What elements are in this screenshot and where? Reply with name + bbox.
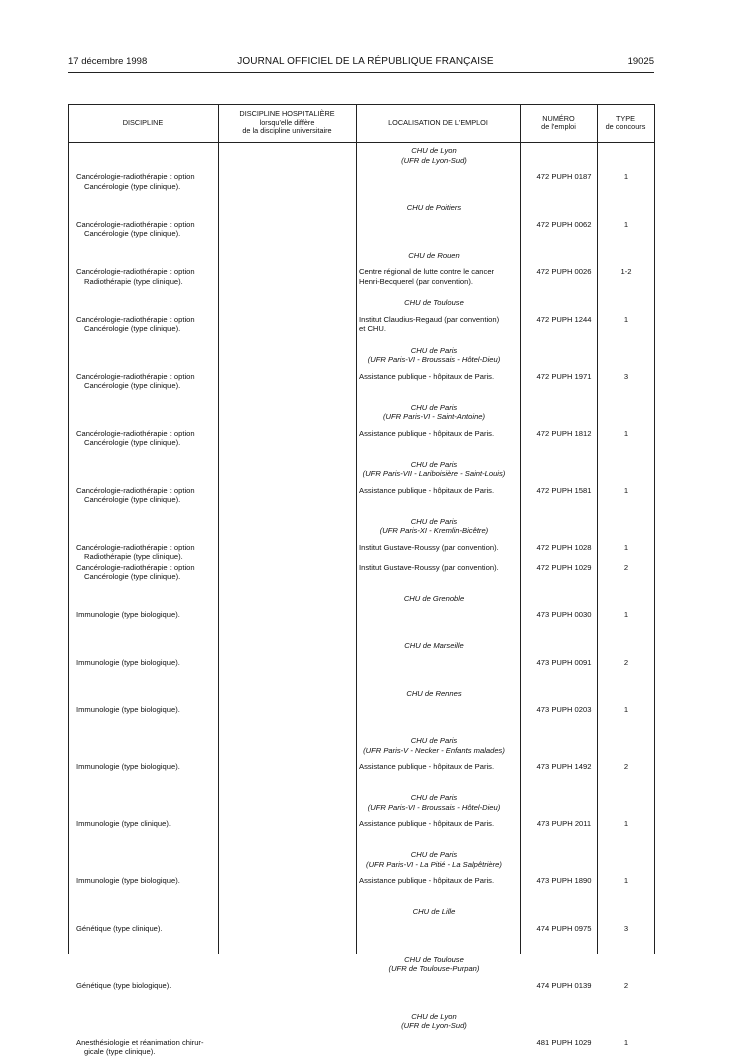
location-heading: CHU de Paris (UFR Paris-VI - Broussais - Hôtel-Dieu) (367, 345, 501, 364)
position-number-cell: 474 PUPH 0139 (536, 980, 592, 990)
discipline-text-continued: Cancérologie (type clinique). (84, 324, 181, 333)
position-number-cell: 481 PUPH 1029 (536, 1037, 592, 1047)
table-row (68, 251, 654, 292)
discipline-text: Cancérologie-radiothérapie : option (76, 267, 195, 276)
discipline-text: Immunologie (type clinique). (76, 819, 171, 828)
table-row (68, 517, 654, 567)
discipline-cell (76, 486, 216, 505)
column-header-type: TYPE de concours (605, 113, 646, 131)
competition-type-cell: 2 (623, 762, 629, 771)
location-heading: CHU de Grenoble (403, 593, 465, 603)
discipline-cell (76, 924, 216, 934)
location-cell: Assistance publique - hôpitaux de Paris. (359, 485, 495, 495)
position-number-cell: 473 PUPH 1890 (536, 876, 592, 885)
table-row (68, 850, 654, 900)
location-heading: CHU de Toulouse (404, 298, 464, 307)
location-heading: CHU de Paris (UFR Paris-VII - Lariboisière - Saint-Louis) (362, 459, 506, 478)
table-row (68, 955, 654, 1005)
table-row (68, 298, 654, 339)
discipline-cell (76, 819, 216, 829)
discipline-text: Cancérologie-radiothérapie : option (76, 371, 195, 381)
discipline-text-continued: Cancérologie (type clinique). (84, 381, 181, 390)
table-row (68, 736, 654, 786)
discipline-cell (76, 876, 216, 886)
discipline-text-continued: gicale (type clinique). (84, 1047, 156, 1056)
discipline-cell (76, 372, 216, 391)
discipline-text-continued: Radiothérapie (type clinique). (84, 552, 183, 561)
location-cell: Institut Claudius-Regaud (par convention) et CHU. (359, 314, 500, 333)
table-row (68, 594, 654, 635)
location-cell: Centre régional de lutte contre le cancer Henri-Becquerel (par convention). (359, 267, 495, 286)
position-number-cell: 472 PUPH 1028 (536, 542, 592, 552)
discipline-text: Cancérologie-radiothérapie : option (76, 562, 195, 572)
header-title: JOURNAL OFFICIEL DE LA RÉPUBLIQUE FRANÇAISE (237, 56, 494, 67)
competition-type-cell: 1 (623, 219, 629, 229)
discipline-cell (76, 705, 216, 715)
discipline-cell (76, 1038, 216, 1057)
position-number-cell: 473 PUPH 0030 (536, 610, 592, 619)
table-row (68, 203, 654, 244)
location-heading: CHU de Lyon (UFR de Lyon-Sud) (401, 146, 467, 165)
location-heading: CHU de Rennes (406, 688, 462, 698)
competition-type-cell: 1 (623, 314, 629, 324)
position-number-cell: 472 PUPH 0187 (536, 172, 592, 181)
table-row (68, 641, 654, 682)
discipline-cell (76, 563, 216, 582)
position-number-cell: 473 PUPH 0203 (536, 705, 592, 714)
location-heading: CHU de Paris (UFR Paris-VI - La Pitié - La Salpêtrière) (366, 850, 502, 869)
discipline-text-continued: Cancérologie (type clinique). (84, 495, 181, 504)
location-heading: CHU de Paris (UFR Paris-V - Necker - Enfants malades) (363, 736, 505, 755)
page-number: 19025 (627, 56, 654, 67)
header-date: 17 décembre 1998 (68, 56, 148, 67)
table-row (68, 793, 654, 843)
competition-type-cell: 1 (623, 542, 629, 552)
competition-type-cell: 1 (623, 1037, 629, 1047)
discipline-text: Génétique (type clinique). (76, 923, 163, 933)
location-heading: CHU de Toulouse (UFR de Toulouse-Purpan) (388, 954, 480, 973)
table-body (68, 146, 654, 1062)
competition-type-cell: 1 (623, 705, 629, 714)
discipline-text: Cancérologie-radiothérapie : option (76, 428, 195, 438)
discipline-text: Cancérologie-radiothérapie : option (76, 485, 195, 495)
location-heading: CHU de Paris (UFR Paris-XI - Kremlin-Bicêtre) (379, 516, 489, 535)
location-heading: CHU de Marseille (404, 641, 464, 650)
location-heading: CHU de Lille (412, 907, 456, 916)
location-cell: Assistance publique - hôpitaux de Paris. (359, 428, 495, 438)
discipline-cell (76, 172, 216, 191)
column-header-discipline: DISCIPLINE (122, 117, 164, 127)
discipline-text-continued: Radiothérapie (type clinique). (84, 276, 183, 286)
competition-type-cell: 1 (623, 610, 629, 619)
discipline-cell (76, 762, 216, 772)
table-row (68, 563, 654, 587)
competition-type-cell: 3 (623, 923, 629, 933)
table-row (68, 146, 654, 196)
location-cell: Assistance publique - hôpitaux de Paris. (359, 819, 495, 828)
discipline-text: Immunologie (type biologique). (76, 705, 180, 714)
table-row (68, 403, 654, 453)
competition-type-cell: 3 (623, 371, 629, 381)
position-number-cell: 472 PUPH 1971 (536, 371, 592, 381)
competition-type-cell: 2 (623, 980, 629, 990)
position-number-cell: 472 PUPH 1812 (536, 428, 592, 438)
discipline-cell (76, 267, 216, 286)
discipline-text: Immunologie (type biologique). (76, 876, 180, 885)
position-number-cell: 472 PUPH 0026 (536, 267, 592, 276)
discipline-cell (76, 315, 216, 334)
discipline-text: Immunologie (type biologique). (76, 762, 180, 771)
location-cell: Assistance publique - hôpitaux de Paris. (359, 876, 495, 885)
column-header-location: LOCALISATION DE L'EMPLOI (388, 117, 488, 127)
competition-type-cell: 1 (623, 819, 629, 828)
location-heading: CHU de Rouen (408, 250, 460, 260)
table-row (68, 907, 654, 948)
discipline-text-continued: Cancérologie (type clinique). (84, 229, 181, 238)
competition-type-cell: 1 (623, 485, 629, 495)
competition-type-cell: 1-2 (620, 267, 632, 276)
discipline-cell (76, 610, 216, 620)
discipline-text: Cancérologie-radiothérapie : option (76, 542, 195, 552)
table-row (68, 689, 654, 730)
competition-type-cell: 2 (623, 657, 629, 667)
location-heading: CHU de Lyon (UFR de Lyon-Sud) (401, 1011, 467, 1030)
position-number-cell: 473 PUPH 1492 (536, 762, 592, 771)
discipline-cell (76, 981, 216, 991)
discipline-text: Cancérologie-radiothérapie : option (76, 172, 195, 181)
table-row (68, 346, 654, 396)
competition-type-cell: 2 (623, 562, 629, 572)
discipline-text: Immunologie (type biologique). (76, 610, 180, 619)
discipline-cell (76, 658, 216, 668)
header-rule (68, 72, 654, 73)
discipline-text: Anesthésiologie et réanimation chirur- (76, 1037, 204, 1047)
discipline-cell (76, 543, 216, 562)
table-header-border (68, 142, 654, 143)
competition-type-cell: 1 (623, 876, 629, 885)
position-number-cell: 473 PUPH 2011 (536, 819, 592, 828)
position-number-cell: 472 PUPH 0062 (536, 219, 592, 229)
discipline-text: Cancérologie-radiothérapie : option (76, 219, 195, 229)
column-header-hospital-discipline: DISCIPLINE HOSPITALIÈRE lorsqu'elle diffère de la discipline universitaire (239, 109, 335, 136)
competition-type-cell: 1 (623, 172, 629, 181)
location-cell: Institut Gustave-Roussy (par convention). (359, 562, 499, 572)
discipline-text: Immunologie (type biologique). (76, 657, 180, 667)
location-heading: CHU de Paris (UFR Paris-VI - Broussais - Hôtel-Dieu) (367, 793, 501, 812)
location-heading: CHU de Poitiers (406, 203, 462, 212)
position-number-cell: 474 PUPH 0975 (536, 923, 592, 933)
position-number-cell: 472 PUPH 1244 (536, 314, 592, 324)
location-cell: Institut Gustave-Roussy (par convention). (359, 542, 499, 552)
positions-table (68, 104, 654, 1056)
discipline-text: Génétique (type biologique). (76, 980, 172, 990)
location-heading: CHU de Paris (UFR Paris-VI - Saint-Antoine) (382, 402, 486, 421)
discipline-text-continued: Cancérologie (type clinique). (84, 181, 181, 191)
discipline-text-continued: Cancérologie (type clinique). (84, 438, 181, 447)
location-cell: Assistance publique - hôpitaux de Paris. (359, 371, 495, 381)
column-divider (654, 104, 655, 954)
discipline-cell (76, 220, 216, 239)
table-row (68, 460, 654, 510)
position-number-cell: 472 PUPH 1029 (536, 562, 592, 572)
competition-type-cell: 1 (623, 428, 629, 438)
table-row (68, 1012, 654, 1062)
location-cell: Assistance publique - hôpitaux de Paris. (359, 762, 495, 771)
column-header-number: NUMÉRO de l'emploi (541, 113, 576, 131)
discipline-cell (76, 429, 216, 448)
discipline-text-continued: Cancérologie (type clinique). (84, 572, 181, 581)
position-number-cell: 473 PUPH 0091 (536, 657, 592, 667)
discipline-text: Cancérologie-radiothérapie : option (76, 314, 195, 324)
position-number-cell: 472 PUPH 1581 (536, 485, 592, 495)
